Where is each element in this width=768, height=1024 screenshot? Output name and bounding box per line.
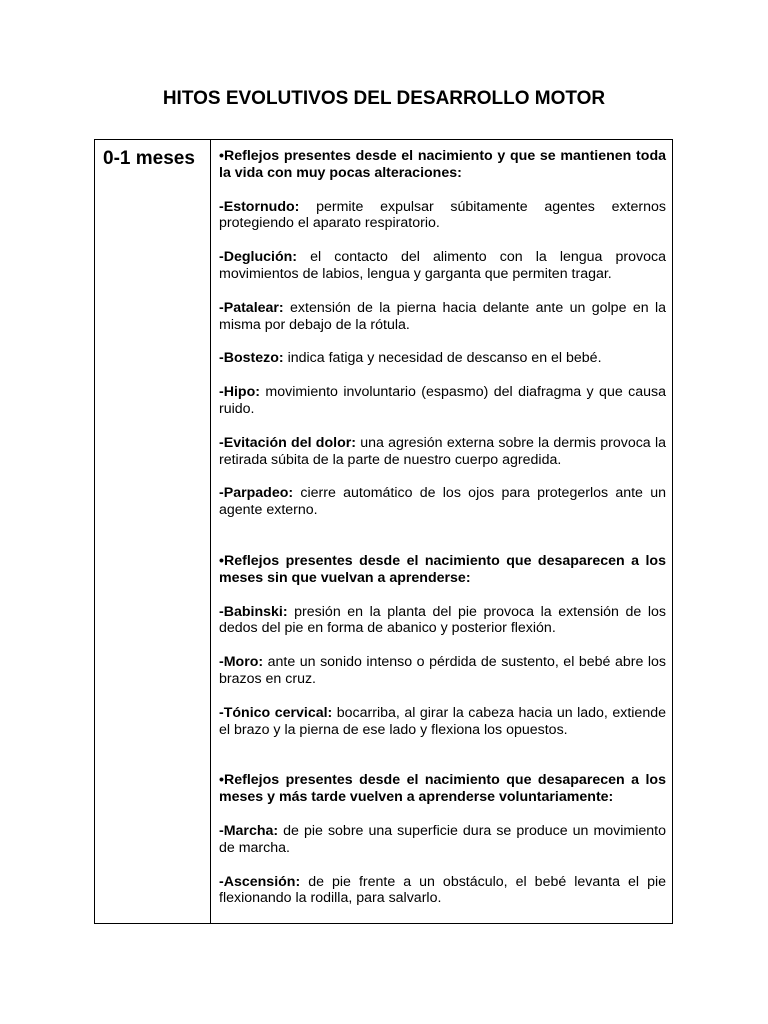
item-term: -Estornudo:	[219, 198, 300, 215]
item-term: -Hipo:	[219, 384, 260, 401]
section-heading: •Reflejos presentes desde el nacimiento que desaparecen a los meses sin que vuelvan a aprenderse:	[219, 552, 666, 586]
list-item	[219, 654, 666, 688]
list-item	[219, 705, 666, 739]
list-item	[219, 249, 666, 283]
item-term: -Parpadeo:	[219, 485, 294, 502]
item-desc: bocarriba, al girar la cabeza hacia un lado, extiende el brazo y la pierna de ese lado y flexiona los opuestos.	[219, 704, 666, 738]
item-term: -Evitación del dolor:	[219, 434, 356, 451]
item-desc: indica fatiga y necesidad de descanso en el bebé.	[283, 350, 602, 367]
list-item	[219, 823, 666, 857]
milestones-table	[94, 139, 673, 924]
item-term: -Bostezo:	[219, 350, 284, 367]
list-item	[219, 350, 666, 367]
item-desc: de pie frente a un obstáculo, el bebé levanta el pie flexionando la rodilla, para salvarlo.	[219, 873, 666, 907]
section-heading: •Reflejos presentes desde el nacimiento y que se mantienen toda la vida con muy pocas alteraciones:	[219, 148, 666, 181]
item-desc: ante un sonido intenso o pérdida de sustento, el bebé abre los brazos en cruz.	[219, 654, 666, 687]
list-item	[219, 485, 666, 519]
list-item	[219, 604, 666, 638]
list-item	[219, 199, 666, 233]
item-desc: una agresión externa sobre la dermis provoca la retirada súbita de la parte de nuestro cuerpo agredida.	[219, 434, 666, 468]
item-desc: extensión de la pierna hacia delante ante un golpe en la misma por debajo de la rótula.	[219, 299, 666, 333]
list-item	[219, 300, 666, 334]
item-desc: cierre automático de los ojos para protegerlos ante un agente externo.	[219, 485, 666, 519]
item-term: -Moro:	[219, 654, 264, 671]
item-term: -Deglución:	[219, 249, 298, 266]
item-desc: el contacto del alimento con la lengua provoca movimientos de labios, lengua y garganta que permiten tragar.	[219, 249, 666, 282]
content-cell	[211, 140, 672, 923]
list-item	[219, 874, 666, 908]
section-heading: •Reflejos presentes desde el nacimiento que desaparecen a los meses y más tarde vuelven a aprenderse voluntariamente:	[219, 772, 666, 806]
item-desc: presión en la planta del pie provoca la extensión de los dedos del pie en forma de abanico y posterior flexión.	[219, 603, 666, 637]
list-item	[219, 435, 666, 469]
item-desc: permite expulsar súbitamente agentes externos protegiendo el aparato respiratorio.	[219, 198, 666, 232]
page-title: HITOS EVOLUTIVOS DEL DESARROLLO MOTOR	[162, 88, 606, 109]
list-item	[219, 384, 666, 418]
item-term: -Babinski:	[219, 603, 288, 620]
item-term: -Ascensión:	[219, 873, 301, 890]
item-desc: de pie sobre una superficie dura se produce un movimiento de marcha.	[219, 822, 666, 856]
age-cell: 0-1 meses	[95, 140, 211, 923]
item-term: -Tónico cervical:	[219, 704, 333, 721]
item-term: -Marcha:	[219, 822, 279, 839]
item-desc: movimiento involuntario (espasmo) del diafragma y que causa ruido.	[219, 384, 666, 417]
item-term: -Patalear:	[219, 299, 284, 316]
